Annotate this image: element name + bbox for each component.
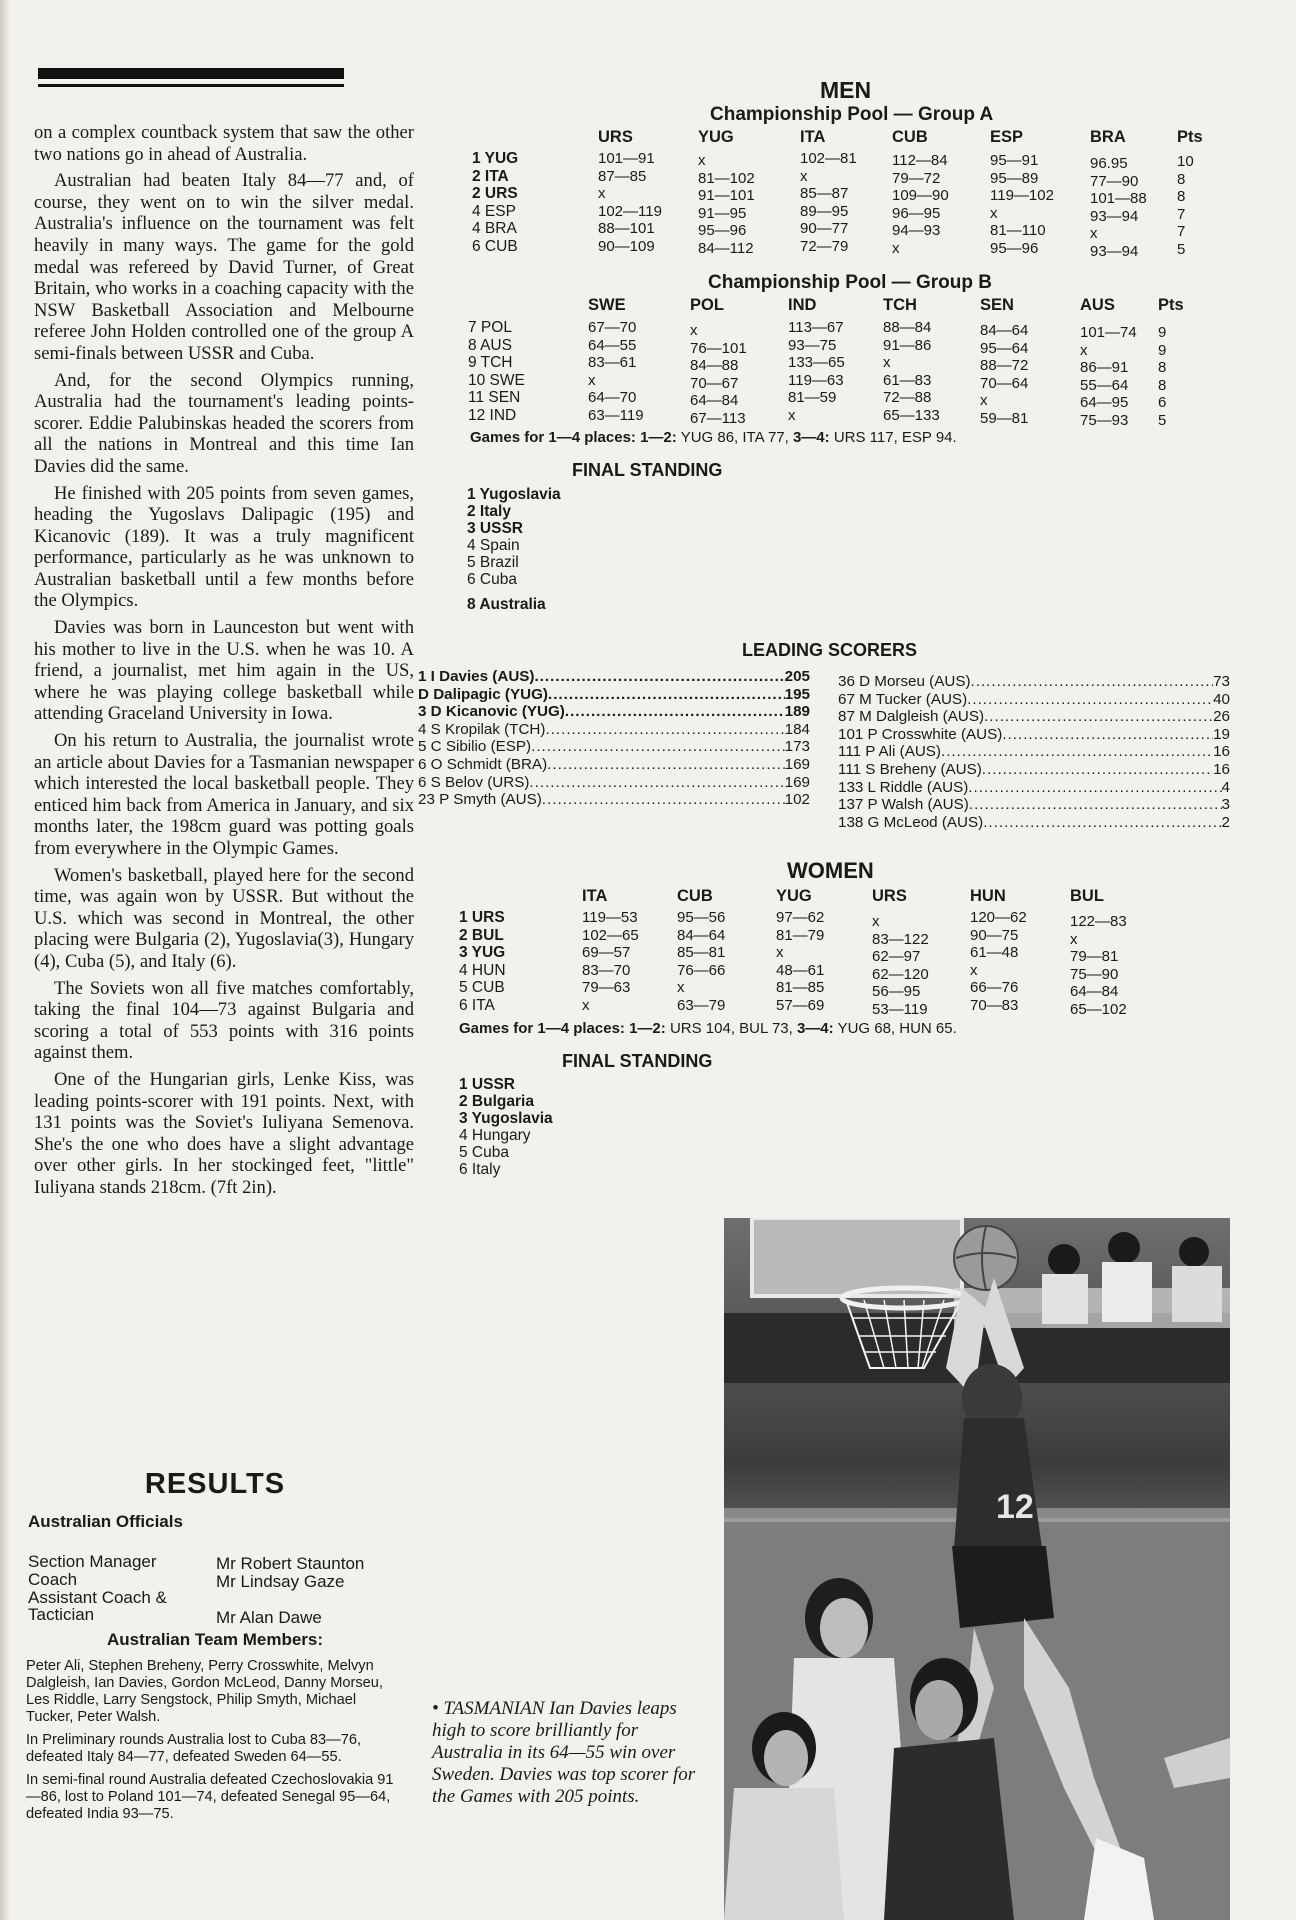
article-paragraph: One of the Hungarian girls, Lenke Kiss, was leading points-scorer with 191 points. Next, with 131 points was the Soviet's Iuliyana Semenova. She's the one who does have a slight advantage over other girls. In her stockinged feet, "little" Iuliyana stands 218cm. (7ft 2in). xyxy=(34,1068,414,1198)
scorer-name: 87 M Dalgleish (AUS) xyxy=(838,708,985,726)
basketball-photo xyxy=(724,1218,1230,1920)
article-column xyxy=(34,122,414,1204)
score-cell: 93—94 xyxy=(1090,207,1139,225)
row-rank: 12 IND xyxy=(468,407,517,424)
row-rank: 4 HUN xyxy=(459,961,506,979)
officials-heading: Australian Officials xyxy=(28,1512,183,1531)
standing-item: 4 Hungary xyxy=(459,1127,531,1144)
scorer-points: 3 xyxy=(1221,796,1230,814)
leader-dots xyxy=(971,673,1214,690)
column-header: ITA xyxy=(582,887,608,905)
score-cell: 79—81 xyxy=(1070,948,1119,966)
leader-dots xyxy=(941,743,1213,760)
score-cell: 97—62 xyxy=(776,909,825,926)
score-cell: 64—84 xyxy=(1070,983,1119,1001)
score-cell: 8 xyxy=(1177,188,1186,206)
scorer-row xyxy=(418,791,810,808)
row-rank: 8 AUS xyxy=(468,336,512,354)
article-paragraph: On his return to Australia, the journalist wrote an article about Davies for a Tasmanian newspaper which interested the local basketball people. They enticed him back from America in January, and six months later, the 198cm guard was potting goals from everywhere in the Olympic Games. xyxy=(34,730,414,859)
preliminary-text: In Preliminary rounds Australia lost to Cuba 83—76, defeated Italy 84—77, defeated Sweden 64—55. xyxy=(26,1732,362,1765)
score-cell: 81—102 xyxy=(698,169,755,187)
article-paragraph: Davies was born in Launceston but went with his mother to live in the U.S. when he was 10. A friend, a journalist, met him again in the US, where he was playing college basketball while attending Graceland University in Iowa. xyxy=(34,617,414,725)
row-rank: 7 POL xyxy=(468,319,512,336)
score-cell: 95—91 xyxy=(990,152,1039,169)
score-cell: 102—65 xyxy=(582,926,639,944)
score-cell: 133—65 xyxy=(788,354,845,372)
scorer-row xyxy=(418,738,810,755)
column-header: Pts xyxy=(1177,128,1203,146)
score-cell: 63—79 xyxy=(677,997,726,1014)
article-paragraph: The Soviets won all five matches comfortably, taking the final 104—73 against Bulgaria and scoring a total of 553 points with 316 points against them. xyxy=(34,977,414,1064)
score-cell: 70—67 xyxy=(690,374,739,392)
column-header: HUN xyxy=(970,887,1006,905)
row-rank: 6 ITA xyxy=(459,997,495,1014)
official-name: Mr Lindsay Gaze xyxy=(216,1572,345,1591)
score-cell: 9 xyxy=(1158,341,1167,359)
scorer-name: 3 D Kicanovic (YUG) xyxy=(418,703,565,721)
score-cell: 64—95 xyxy=(1080,394,1129,412)
standing-item: 8 Australia xyxy=(467,596,546,613)
column-header: SWE xyxy=(588,296,626,314)
standing-item: 5 Cuba xyxy=(459,1144,509,1161)
score-cell: 109—90 xyxy=(892,187,949,205)
score-cell: 79—63 xyxy=(582,979,631,997)
row-rank: 10 SWE xyxy=(468,371,525,389)
score-cell: 5 xyxy=(1177,241,1186,258)
column-header: BUL xyxy=(1070,887,1104,905)
leader-dots xyxy=(982,761,1213,778)
score-cell: x xyxy=(582,997,590,1014)
score-cell: 53—119 xyxy=(872,1001,928,1018)
games-note-label: Games for 1—4 places: xyxy=(459,1020,625,1037)
score-cell: 69—57 xyxy=(582,944,631,962)
score-cell: 5 xyxy=(1158,412,1167,429)
row-rank: 2 URS xyxy=(472,185,518,203)
article-paragraph: He finished with 205 points from seven games, heading the Yugoslavs Dalipagic (195) and Kicanovic (189). It was a truly magnificent performance, particularly as he was unknown to Australian basketball until a few months before the Olympics. xyxy=(34,482,414,612)
score-cell: 55—64 xyxy=(1080,376,1129,394)
score-cell: 7 xyxy=(1177,223,1186,241)
score-cell: x xyxy=(800,167,808,185)
scorer-row xyxy=(838,743,1230,760)
standing-item: 4 Spain xyxy=(467,537,520,554)
leader-dots xyxy=(534,668,784,685)
column-header: URS xyxy=(598,128,633,146)
scorer-points: 73 xyxy=(1213,673,1230,690)
score-cell: 57—69 xyxy=(776,997,825,1014)
semifinal-rounds xyxy=(26,1772,406,1823)
leader-dots xyxy=(529,774,784,791)
score-cell: 67—113 xyxy=(690,410,746,427)
preliminary-rounds xyxy=(26,1732,406,1766)
scorer-name: 1 I Davies (AUS) xyxy=(418,668,535,685)
score-cell: 8 xyxy=(1177,170,1186,188)
score-cell: 119—63 xyxy=(788,371,844,389)
scorer-points: 26 xyxy=(1213,708,1230,726)
scorer-name: 138 G McLeod (AUS) xyxy=(838,813,984,831)
scorer-row xyxy=(838,673,1230,690)
score-cell: 91—86 xyxy=(883,336,932,354)
score-cell: 119—102 xyxy=(990,187,1054,205)
leader-dots xyxy=(968,779,1221,796)
score-cell: 83—122 xyxy=(872,930,929,948)
scorer-name: 111 P Ali (AUS) xyxy=(838,743,941,761)
official-role: Section Manager xyxy=(28,1552,157,1571)
games-note-34-label: 3—4: xyxy=(796,1020,834,1037)
scorer-name: D Dalipagic (YUG) xyxy=(418,685,548,703)
semifinal-text: In semi-final round Australia defeated Czechoslovakia 91—86, lost to Poland 101—74, defeated Senegal 95—64, defeated India 93—75. xyxy=(26,1772,394,1822)
games-note-12: YUG 86, ITA 77, xyxy=(680,429,789,446)
score-cell: 83—70 xyxy=(582,961,631,979)
header-rule-thin xyxy=(38,84,344,87)
article-paragraph: Australian had beaten Italy 84—77 and, of course, they went on to win the silver medal. Australia's influence on the tournament was felt heavily in many ways. The game for the gold medal was refereed by David Turner, of Great Britain, who works in a coaching capacity with the NSW Basketball Association and Melbourne referee John Holden controlled one of the group A semi-finals between USSR and Cuba. xyxy=(34,170,414,364)
row-rank: 1 URS xyxy=(459,909,505,926)
leader-dots xyxy=(545,721,784,738)
row-rank: 1 YUG xyxy=(472,150,519,167)
games-note-12-label: 1—2: xyxy=(629,1020,666,1037)
score-cell: 77—90 xyxy=(1090,172,1139,190)
scorer-row xyxy=(838,708,1230,725)
men-standing-title: FINAL STANDING xyxy=(572,460,723,480)
score-cell: 81—110 xyxy=(990,222,1046,240)
score-cell: 95—96 xyxy=(698,222,747,240)
score-cell: 76—101 xyxy=(690,339,747,357)
score-cell: 120—62 xyxy=(970,909,1027,926)
score-cell: 84—64 xyxy=(677,926,726,944)
score-cell: 119—53 xyxy=(582,909,638,926)
score-cell: 59—81 xyxy=(980,410,1029,427)
standing-item: 2 Bulgaria xyxy=(459,1093,534,1110)
scorer-row xyxy=(838,779,1230,796)
women-standing-title: FINAL STANDING xyxy=(562,1051,713,1071)
score-cell: x xyxy=(892,240,900,257)
scorer-points: 173 xyxy=(784,738,810,756)
team-members-text: Peter Ali, Stephen Breheny, Perry Crosswhite, Melvyn Dalgleish, Ian Davies, Gordon McLeod, Danny Morseu, Les Riddle, Larry Sengstock, Philip Smyth, Michael Tucker, Peter Walsh. xyxy=(26,1658,383,1725)
scorer-row xyxy=(418,668,810,685)
score-cell: 90—75 xyxy=(970,926,1019,944)
column-header: BRA xyxy=(1090,128,1126,146)
scorer-name: 67 M Tucker (AUS) xyxy=(838,690,968,708)
score-cell: x xyxy=(872,913,880,930)
score-cell: 84—88 xyxy=(690,357,739,375)
scorer-row xyxy=(418,686,810,703)
women-title: WOMEN xyxy=(787,858,874,883)
score-cell: x xyxy=(776,944,784,962)
scorer-points: 19 xyxy=(1213,725,1230,743)
score-cell: x xyxy=(677,979,685,997)
standing-item: 3 Yugoslavia xyxy=(459,1110,553,1127)
score-cell: 102—119 xyxy=(598,202,662,220)
score-cell: 64—55 xyxy=(588,336,637,354)
scorer-row xyxy=(418,756,810,773)
men-title: MEN xyxy=(820,77,872,103)
leader-dots xyxy=(1002,726,1213,743)
column-header: SEN xyxy=(980,296,1014,314)
score-cell: 86—91 xyxy=(1080,359,1129,377)
score-cell: x xyxy=(990,204,998,222)
article-paragraph: Women's basketball, played here for the second time, was again won by USSR. But without the U.S. which was second in Montreal, the other placing were Bulgaria (2), Yugoslavia(3), Hungary (4), Cuba (5), and Italy (6). xyxy=(34,864,414,972)
scorer-points: 169 xyxy=(784,773,810,791)
scorer-points: 40 xyxy=(1213,690,1230,708)
score-cell: 84—64 xyxy=(980,322,1029,339)
column-header: YUG xyxy=(776,887,812,905)
standing-item: 1 Yugoslavia xyxy=(467,486,561,503)
scorer-name: 111 S Breheny (AUS) xyxy=(838,761,982,778)
row-rank: 2 ITA xyxy=(472,167,509,185)
scorer-row xyxy=(838,691,1230,708)
score-cell: 8 xyxy=(1158,376,1167,394)
score-cell: 62—97 xyxy=(872,948,921,966)
score-cell: x xyxy=(690,322,698,339)
scorer-name: 133 L Riddle (AUS) xyxy=(838,778,969,796)
scorer-points: 184 xyxy=(784,720,810,738)
score-cell: 101—74 xyxy=(1080,324,1137,341)
score-cell: x xyxy=(1080,341,1088,359)
scorer-name: 36 D Morseu (AUS) xyxy=(838,673,971,690)
score-cell: 96.95 xyxy=(1090,155,1128,172)
scorer-row xyxy=(418,721,810,738)
score-cell: 65—133 xyxy=(883,407,940,424)
row-rank: 4 ESP xyxy=(472,202,516,220)
scorer-name: 5 C Sibilio (ESP) xyxy=(418,738,532,756)
score-cell: 95—96 xyxy=(990,240,1039,257)
score-cell: 91—95 xyxy=(698,204,747,222)
scorer-name: 6 O Schmidt (BRA) xyxy=(418,756,548,773)
official-role: Tactician xyxy=(28,1605,95,1624)
leader-dots xyxy=(548,686,785,703)
score-cell: 87—85 xyxy=(598,167,647,185)
scorer-name: 23 P Smyth (AUS) xyxy=(418,791,542,809)
column-header: ITA xyxy=(800,128,826,146)
column-header: URS xyxy=(872,887,907,905)
score-cell: 61—83 xyxy=(883,371,932,389)
team-members-heading: Australian Team Members: xyxy=(106,1630,324,1649)
scorer-points: 169 xyxy=(784,756,810,773)
score-cell: 93—94 xyxy=(1090,243,1139,260)
official-role: Coach xyxy=(28,1570,78,1589)
score-cell: 112—84 xyxy=(892,152,948,169)
row-rank: 11 SEN xyxy=(468,389,521,407)
score-cell: x xyxy=(980,392,988,410)
score-cell: 90—77 xyxy=(800,220,849,238)
score-cell: 75—90 xyxy=(1070,965,1119,983)
score-cell: x xyxy=(1090,225,1098,243)
score-cell: 64—84 xyxy=(690,392,739,410)
leader-dots xyxy=(983,814,1221,831)
score-cell: 67—70 xyxy=(588,319,637,336)
scorer-points: 16 xyxy=(1213,743,1230,761)
score-cell: 72—79 xyxy=(800,238,849,255)
scorer-name: 4 S Kropilak (TCH) xyxy=(418,720,546,738)
leader-dots xyxy=(565,703,785,720)
score-cell: 88—101 xyxy=(598,220,655,238)
score-cell: 8 xyxy=(1158,359,1167,377)
score-cell: 56—95 xyxy=(872,983,921,1001)
leader-dots xyxy=(967,691,1213,708)
score-cell: 101—88 xyxy=(1090,190,1147,208)
standing-item: 2 Italy xyxy=(467,503,511,520)
score-cell: x xyxy=(970,961,978,979)
score-cell: x xyxy=(598,185,606,203)
score-cell: 95—89 xyxy=(990,169,1039,187)
row-rank: 5 CUB xyxy=(459,979,505,997)
official-name: Mr Alan Dawe xyxy=(216,1608,322,1627)
score-cell: 65—102 xyxy=(1070,1001,1127,1018)
score-cell: 63—119 xyxy=(588,407,644,424)
games-note-34-label: 3—4: xyxy=(792,429,830,446)
score-cell: 76—66 xyxy=(677,961,726,979)
score-cell: x xyxy=(1070,930,1078,948)
score-cell: 48—61 xyxy=(776,961,825,979)
standing-item: 5 Brazil xyxy=(467,554,519,571)
score-cell: 10 xyxy=(1177,153,1194,170)
row-rank: 4 BRA xyxy=(472,220,517,238)
score-cell: 122—83 xyxy=(1070,913,1127,930)
score-cell: 88—72 xyxy=(980,357,1029,375)
score-cell: 7 xyxy=(1177,205,1186,223)
score-cell: 61—48 xyxy=(970,944,1019,962)
score-cell: x xyxy=(588,371,596,389)
scorer-row xyxy=(838,814,1230,831)
column-header: IND xyxy=(788,296,817,314)
score-cell: 81—85 xyxy=(776,979,825,997)
games-note-12-label: 1—2: xyxy=(640,429,677,446)
games-note-label: Games for 1—4 places: xyxy=(470,429,636,446)
scorer-name: 137 P Walsh (AUS) xyxy=(838,796,969,814)
jersey-number: 12 xyxy=(996,1488,1034,1526)
score-cell: 90—109 xyxy=(598,238,655,255)
score-cell: 62—120 xyxy=(872,965,929,983)
leader-dots xyxy=(531,738,785,755)
standing-item: 3 USSR xyxy=(467,520,523,537)
scorer-points: 189 xyxy=(784,703,810,721)
scorer-row xyxy=(418,774,810,791)
scorer-row xyxy=(418,703,810,720)
scorer-points: 195 xyxy=(784,685,810,703)
leading-scorers-title: LEADING SCORERS xyxy=(742,640,918,660)
score-cell: 70—64 xyxy=(980,374,1029,392)
scorer-points: 205 xyxy=(784,668,810,685)
score-cell: 75—93 xyxy=(1080,412,1129,429)
official-role: Assistant Coach & xyxy=(28,1588,167,1607)
score-cell: 101—91 xyxy=(598,150,655,167)
column-header: ESP xyxy=(990,128,1024,146)
score-cell: 64—70 xyxy=(588,389,637,407)
score-cell: 89—95 xyxy=(800,202,849,220)
score-cell: 6 xyxy=(1158,394,1167,412)
column-header: CUB xyxy=(892,128,928,146)
score-cell: 95—64 xyxy=(980,339,1029,357)
official-name: Mr Robert Staunton xyxy=(216,1554,365,1573)
score-cell: 91—101 xyxy=(698,187,755,205)
women-games-note xyxy=(459,1020,957,1037)
score-cell: x xyxy=(788,407,796,424)
header-rule-thick xyxy=(38,68,344,79)
row-rank: 2 BUL xyxy=(459,926,504,944)
standing-item: 1 USSR xyxy=(459,1076,515,1093)
score-cell: 85—87 xyxy=(800,185,849,203)
row-rank: 9 TCH xyxy=(468,354,513,372)
scorer-name: 6 S Belov (URS) xyxy=(418,773,530,791)
standing-item: 6 Cuba xyxy=(467,571,517,588)
leader-dots xyxy=(547,756,785,773)
row-rank: 3 YUG xyxy=(459,944,506,962)
score-cell: 102—81 xyxy=(800,150,857,167)
photo-caption: • TASMANIAN Ian Davies leaps high to score brilliantly for Australia in its 64—55 win over Sweden. Davies was top scorer for the Games with 205 points. xyxy=(432,1698,696,1807)
leader-dots xyxy=(542,791,785,808)
score-cell: 66—76 xyxy=(970,979,1019,997)
group-b-title: Championship Pool — Group B xyxy=(708,272,992,293)
scorer-points: 2 xyxy=(1221,813,1230,831)
column-header: AUS xyxy=(1080,296,1115,314)
row-rank: 6 CUB xyxy=(472,238,518,255)
column-header: CUB xyxy=(677,887,713,905)
score-cell: 72—88 xyxy=(883,389,932,407)
scorer-name: 101 P Crosswhite (AUS) xyxy=(838,725,1003,743)
photo-illustration xyxy=(724,1218,1230,1920)
score-cell: 81—79 xyxy=(776,926,825,944)
games-note-12: URS 104, BUL 73, xyxy=(669,1020,793,1037)
scorer-points: 102 xyxy=(784,791,810,809)
column-header: Pts xyxy=(1158,296,1184,314)
score-cell: 70—83 xyxy=(970,997,1019,1014)
standing-item: 6 Italy xyxy=(459,1161,501,1178)
score-cell: x xyxy=(698,152,706,169)
score-cell: 93—75 xyxy=(788,336,837,354)
games-note-34: URS 117, ESP 94. xyxy=(833,429,957,446)
team-members-list xyxy=(26,1658,406,1726)
scorer-points: 16 xyxy=(1213,761,1230,778)
scorer-points: 4 xyxy=(1221,778,1230,796)
leader-dots xyxy=(984,708,1213,725)
score-cell: 94—93 xyxy=(892,222,941,240)
article-paragraph: on a complex countback system that saw the other two nations go in ahead of Australia. xyxy=(34,122,414,165)
score-cell: 113—67 xyxy=(788,319,844,336)
score-cell: 88—84 xyxy=(883,319,932,336)
scorer-row xyxy=(838,726,1230,743)
leader-dots xyxy=(969,796,1222,813)
group-a-title: Championship Pool — Group A xyxy=(710,104,994,125)
score-cell: x xyxy=(883,354,891,372)
scorer-row xyxy=(838,761,1230,778)
scorer-row xyxy=(838,796,1230,813)
games-note-34: YUG 68, HUN 65. xyxy=(837,1020,957,1037)
score-cell: 81—59 xyxy=(788,389,837,407)
score-cell: 79—72 xyxy=(892,169,941,187)
score-cell: 85—81 xyxy=(677,944,726,962)
column-header: POL xyxy=(690,296,724,314)
score-cell: 84—112 xyxy=(698,240,754,257)
men-games-note xyxy=(470,429,957,446)
results-title: RESULTS xyxy=(144,1468,286,1500)
article-paragraph: And, for the second Olympics running, Australia had the tournament's leading points-scorer. Eddie Palubinskas headed the scorers from all the nations in Montreal and this time Ian Davies did the same. xyxy=(34,369,414,477)
score-cell: 95—56 xyxy=(677,909,726,926)
column-header: TCH xyxy=(883,296,917,314)
column-header: YUG xyxy=(698,128,734,146)
score-cell: 83—61 xyxy=(588,354,637,372)
score-cell: 96—95 xyxy=(892,204,941,222)
score-cell: 9 xyxy=(1158,324,1167,341)
